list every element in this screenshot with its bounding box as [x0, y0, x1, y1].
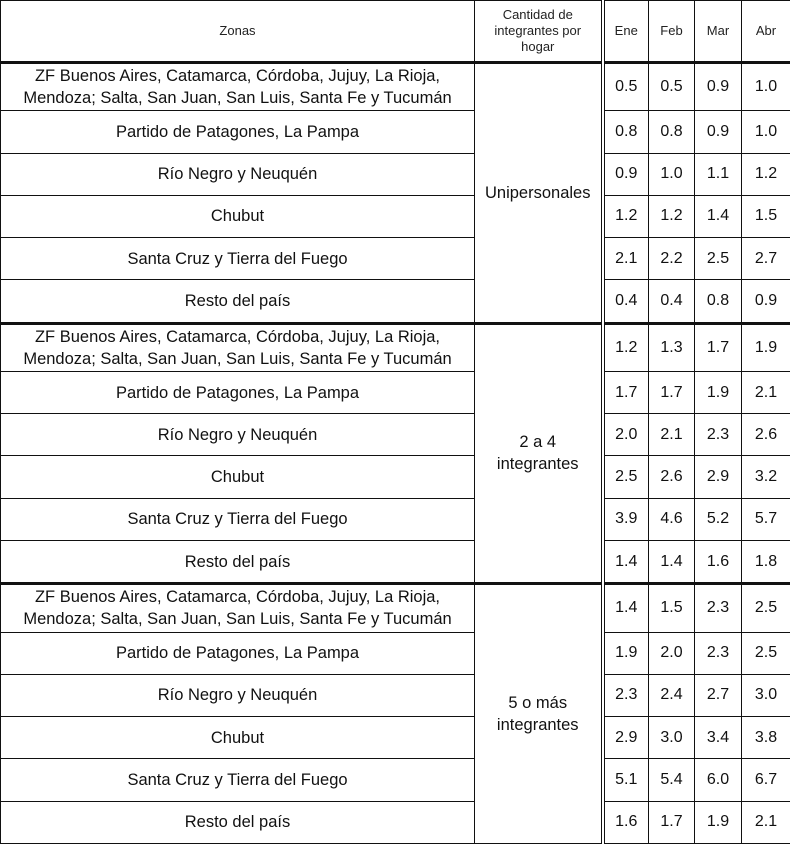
value-cell: 1.7	[649, 371, 695, 413]
value-cell: 1.6	[695, 540, 742, 583]
value-cell: 0.4	[649, 280, 695, 323]
value-cell: 2.2	[649, 238, 695, 280]
value-cell: 0.9	[695, 111, 742, 153]
value-cell: 0.9	[603, 153, 649, 195]
value-cell: 1.7	[695, 323, 742, 371]
value-cell: 1.2	[742, 153, 790, 195]
header-month: Abr	[742, 1, 790, 63]
table-row	[1, 717, 790, 759]
zone-cell: Chubut	[1, 717, 475, 759]
value-cell: 2.5	[603, 456, 649, 498]
zone-cell: Río Negro y Neuquén	[1, 153, 475, 195]
value-cell: 2.5	[742, 632, 790, 674]
value-cell: 3.4	[695, 717, 742, 759]
value-cell: 2.1	[649, 414, 695, 456]
value-cell: 1.0	[649, 153, 695, 195]
value-cell: 0.8	[649, 111, 695, 153]
value-cell: 1.7	[649, 801, 695, 843]
table-row	[1, 632, 790, 674]
zone-cell: Río Negro y Neuquén	[1, 674, 475, 716]
value-cell: 5.2	[695, 498, 742, 540]
value-cell: 0.8	[695, 280, 742, 323]
value-cell: 1.4	[603, 584, 649, 632]
value-cell: 2.6	[649, 456, 695, 498]
value-cell: 3.9	[603, 498, 649, 540]
value-cell: 2.5	[742, 584, 790, 632]
zone-cell: Partido de Patagones, La Pampa	[1, 371, 475, 413]
value-cell: 1.5	[649, 584, 695, 632]
value-cell: 2.5	[695, 238, 742, 280]
header-month: Feb	[649, 1, 695, 63]
header-month: Mar	[695, 1, 742, 63]
value-cell: 1.2	[603, 323, 649, 371]
value-cell: 1.7	[603, 371, 649, 413]
value-cell: 2.3	[695, 414, 742, 456]
zone-cell: Santa Cruz y Tierra del Fuego	[1, 238, 475, 280]
value-cell: 3.0	[649, 717, 695, 759]
value-cell: 2.3	[603, 674, 649, 716]
zone-cell: ZF Buenos Aires, Catamarca, Córdoba, Jujuy, La Rioja, Mendoza; Salta, San Juan, San Luis, Santa Fe y Tucumán	[1, 584, 475, 632]
value-cell: 1.0	[742, 63, 790, 111]
value-cell: 2.3	[695, 632, 742, 674]
table-row	[1, 238, 790, 280]
value-cell: 2.4	[649, 674, 695, 716]
value-cell: 0.9	[742, 280, 790, 323]
table-row	[1, 674, 790, 716]
value-cell: 2.1	[742, 801, 790, 843]
zone-cell: Resto del país	[1, 801, 475, 843]
value-cell: 1.9	[742, 323, 790, 371]
header-month: Ene	[603, 1, 649, 63]
table-row	[1, 584, 790, 632]
value-cell: 5.1	[603, 759, 649, 801]
table-row	[1, 153, 790, 195]
header-zonas: Zonas	[1, 1, 475, 63]
value-cell: 5.7	[742, 498, 790, 540]
zone-cell: Resto del país	[1, 280, 475, 323]
value-cell: 1.9	[603, 632, 649, 674]
header-row	[1, 1, 790, 63]
value-cell: 1.2	[603, 195, 649, 237]
value-cell: 1.9	[695, 801, 742, 843]
value-cell: 5.4	[649, 759, 695, 801]
value-cell: 1.0	[742, 111, 790, 153]
value-cell: 1.4	[649, 540, 695, 583]
value-cell: 4.6	[649, 498, 695, 540]
value-cell: 1.3	[649, 323, 695, 371]
table-row	[1, 371, 790, 413]
value-cell: 1.4	[603, 540, 649, 583]
value-cell: 2.0	[649, 632, 695, 674]
value-cell: 2.9	[695, 456, 742, 498]
header-cantidad: Cantidad de integrantes por hogar	[475, 1, 603, 63]
value-cell: 2.7	[742, 238, 790, 280]
value-cell: 0.8	[603, 111, 649, 153]
table-row	[1, 456, 790, 498]
zone-cell: Santa Cruz y Tierra del Fuego	[1, 759, 475, 801]
zone-cell: Río Negro y Neuquén	[1, 414, 475, 456]
value-cell: 3.0	[742, 674, 790, 716]
zone-cell: Chubut	[1, 456, 475, 498]
table-row	[1, 414, 790, 456]
value-cell: 1.9	[695, 371, 742, 413]
value-cell: 1.1	[695, 153, 742, 195]
value-cell: 2.7	[695, 674, 742, 716]
value-cell: 1.6	[603, 801, 649, 843]
zone-cell: ZF Buenos Aires, Catamarca, Córdoba, Jujuy, La Rioja, Mendoza; Salta, San Juan, San Luis, Santa Fe y Tucumán	[1, 323, 475, 371]
group-label: Unipersonales	[475, 63, 603, 324]
value-cell: 0.5	[603, 63, 649, 111]
value-cell: 2.1	[603, 238, 649, 280]
value-cell: 1.8	[742, 540, 790, 583]
value-cell: 0.5	[649, 63, 695, 111]
zone-cell: Partido de Patagones, La Pampa	[1, 111, 475, 153]
value-cell: 2.6	[742, 414, 790, 456]
zone-cell: Partido de Patagones, La Pampa	[1, 632, 475, 674]
value-cell: 2.9	[603, 717, 649, 759]
group-label: 2 a 4 integrantes	[475, 323, 603, 584]
value-cell: 0.9	[695, 63, 742, 111]
table-row	[1, 280, 790, 323]
table-row	[1, 323, 790, 371]
value-cell: 1.4	[695, 195, 742, 237]
value-cell: 2.0	[603, 414, 649, 456]
table-row	[1, 195, 790, 237]
value-cell: 3.8	[742, 717, 790, 759]
table-row	[1, 540, 790, 583]
value-cell: 6.7	[742, 759, 790, 801]
value-cell: 2.1	[742, 371, 790, 413]
zone-cell: Chubut	[1, 195, 475, 237]
table-row	[1, 498, 790, 540]
zone-cell: Santa Cruz y Tierra del Fuego	[1, 498, 475, 540]
value-cell: 6.0	[695, 759, 742, 801]
group-label: 5 o más integrantes	[475, 584, 603, 844]
zone-cell: ZF Buenos Aires, Catamarca, Córdoba, Jujuy, La Rioja, Mendoza; Salta, San Juan, San Luis, Santa Fe y Tucumán	[1, 63, 475, 111]
table-row	[1, 111, 790, 153]
table-row	[1, 759, 790, 801]
value-cell: 1.5	[742, 195, 790, 237]
table-row	[1, 801, 790, 843]
value-cell: 0.4	[603, 280, 649, 323]
value-cell: 1.2	[649, 195, 695, 237]
table-row	[1, 63, 790, 111]
value-cell: 3.2	[742, 456, 790, 498]
zone-cell: Resto del país	[1, 540, 475, 583]
value-cell: 2.3	[695, 584, 742, 632]
